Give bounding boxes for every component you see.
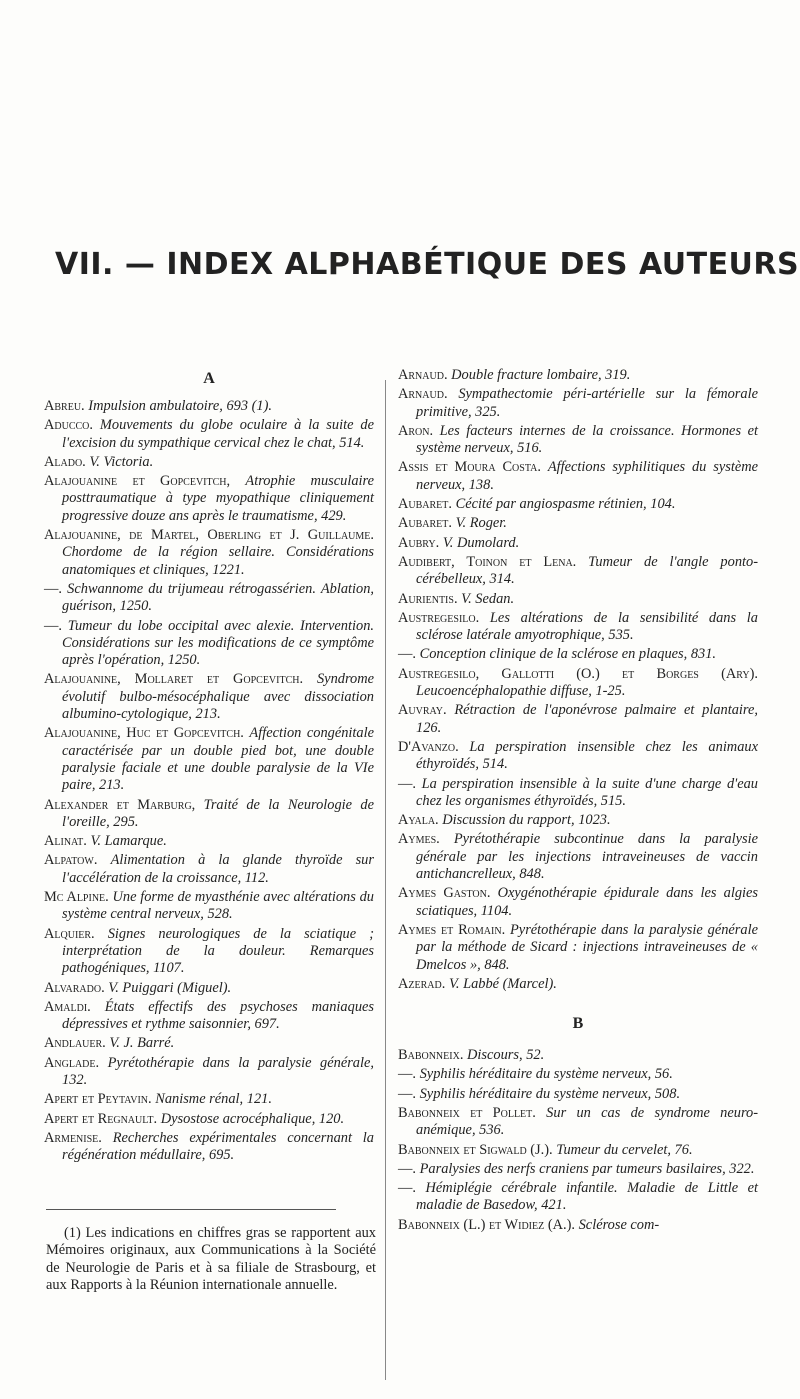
entry-author: Apert et Regnault. <box>44 1110 158 1127</box>
entry-author: Abreu. <box>44 398 85 414</box>
index-entry <box>44 833 374 850</box>
entry-author: Alpatow. <box>44 852 98 869</box>
entry-author: Alajouanine, Huc et Gopcevitch. <box>44 725 244 742</box>
entry-text: Sur un cas de syndrome neuro-anémique, 536. <box>416 1104 759 1139</box>
entry-text: Tumeur de l'angle ponto-cérébelleux, 314. <box>416 553 758 588</box>
entry-author: Austregesilo, Gallotti (O.) et Borges (Ary). <box>398 665 758 682</box>
entry-text: La perspiration insensible chez les animaux éthyroïdés, 514. <box>416 738 758 773</box>
entry-text: Chordome de la région sellaire. Considérations anatomiques et cliniques, 1221. <box>62 544 374 578</box>
entry-author: Babonneix et Pollet. <box>398 1104 536 1121</box>
entry-text: Pyrétothérapie dans la paralysie générale, 132. <box>62 1054 374 1088</box>
entry-text: Alimentation à la glande thyroïde sur l'accélération de la croissance, 112. <box>62 852 374 886</box>
index-entry <box>398 535 758 552</box>
index-entry <box>44 889 374 924</box>
index-entry <box>398 739 758 774</box>
entry-text: Syphilis héréditaire du système nerveux, 56. <box>419 1066 673 1083</box>
index-entry <box>398 1086 758 1103</box>
entry-author: Austregesilo. <box>398 609 480 626</box>
index-entry <box>44 1035 374 1052</box>
index-entry <box>398 423 758 458</box>
entry-author: Aurientis. <box>398 590 458 607</box>
entry-author: Babonneix (L.) et Widiez (A.). <box>398 1216 575 1233</box>
index-entry <box>44 473 374 525</box>
entry-text: Recherches expérimentales concernant la régénération médullaire, 695. <box>62 1129 374 1164</box>
entry-text: Les altérations de la sensibilité dans la sclérose latérale amyotrophique, 535. <box>416 609 758 644</box>
entry-text: V. Dumolard. <box>442 534 520 551</box>
entry-text: Rétraction de l'aponévrose palmaire et plantaire, 126. <box>416 702 758 736</box>
entry-text: Traité de la Neurologie de l'oreille, 295. <box>62 796 374 830</box>
entry-author: Aron. <box>398 422 434 439</box>
entry-text: V. Roger. <box>455 515 507 532</box>
entry-text: Cécité par angiospasme rétinien, 104. <box>455 496 676 513</box>
entry-text: Affections syphilitiques du système nerveux, 138. <box>416 459 759 493</box>
index-entry <box>44 1091 374 1108</box>
index-entry <box>398 1105 758 1140</box>
entry-list-b <box>398 1047 758 1234</box>
entry-text: États effectifs des psychoses maniaques dépressives et rythme saisonnier, 697. <box>62 998 374 1033</box>
index-entry <box>398 459 758 494</box>
index-entry <box>398 367 758 384</box>
index-entry <box>398 1180 758 1215</box>
entry-text: V. Sedan. <box>461 590 515 607</box>
entry-list-a-right <box>398 367 758 993</box>
index-entry <box>44 454 374 471</box>
index-entry <box>398 591 758 608</box>
index-entry <box>398 922 758 974</box>
entry-text: Hémiplégie cérébrale infantile. Maladie de Little et maladie de Basedow, 421. <box>416 1180 758 1214</box>
entry-text: Discours, 52. <box>467 1047 545 1064</box>
entry-author: Aubaret. <box>398 496 452 513</box>
index-entry <box>398 831 758 883</box>
footnote-rule <box>46 1209 336 1210</box>
right-column <box>398 367 758 1236</box>
entry-author: Babonneix et Sigwald (J.). <box>398 1141 553 1158</box>
entry-text: Atrophie musculaire posttraumatique à type myopathique cliniquement progressive douze ans après le traumatisme, 429. <box>62 473 374 524</box>
index-entry <box>398 1047 758 1064</box>
index-entry <box>44 725 374 794</box>
entry-text: Sclérose com- <box>578 1216 660 1233</box>
index-entry <box>44 581 374 616</box>
entry-author: —. <box>398 646 416 663</box>
entry-author: Arnaud. <box>398 367 448 383</box>
entry-text: Tumeur du cervelet, 76. <box>556 1141 693 1158</box>
entry-text: V. Lamarque. <box>90 833 167 850</box>
entry-author: —. <box>44 617 62 634</box>
entry-text: Impulsion ambulatoire, 693 (1). <box>88 398 273 414</box>
index-entry <box>44 980 374 997</box>
entry-author: —. <box>398 1180 416 1197</box>
entry-author: Ayala. <box>398 812 439 829</box>
footnote: (1) Les indications en chiffres gras se rapportent aux Mémoires originaux, aux Communications à la Société de Neurologie de Paris et à sa filiale de Strasbourg, et aux Rapports à la Réunion internationale annuelle. <box>46 1225 376 1293</box>
entry-author: Aubry. <box>398 534 440 551</box>
entry-text: Signes neurologiques de la sciatique ; interprétation de la douleur. Remarques pathogéniques, 1107. <box>62 925 374 977</box>
page-title: VII. — INDEX ALPHABÉTIQUE DES AUTEURS <box>55 247 800 282</box>
index-entry <box>44 797 374 832</box>
index-entry <box>398 496 758 513</box>
index-entry <box>44 671 374 723</box>
entry-text: Schwannome du trijumeau rétrogassérien. Ablation, guérison, 1250. <box>62 580 374 615</box>
entry-text: Pyrétothérapie subcontinue dans la paralysie générale par les injections intraveineuses de vaccin antichancrelleux, 848. <box>416 831 758 883</box>
entry-list-a-left <box>44 398 374 1164</box>
entry-author: Auvray. <box>398 702 447 719</box>
entry-author: —. <box>398 1085 416 1102</box>
entry-text: Syphilis héréditaire du système nerveux, 508. <box>419 1085 681 1102</box>
section-letter-a: A <box>203 370 215 387</box>
entry-author: Andlauer. <box>44 1035 106 1052</box>
entry-text: Nanisme rénal, 121. <box>155 1091 272 1108</box>
index-entry <box>44 1055 374 1090</box>
index-entry <box>44 1111 374 1128</box>
entry-text: Les facteurs internes de la croissance. Hormones et système nerveux, 516. <box>416 422 758 457</box>
entry-author: Aymes Gaston. <box>398 885 491 902</box>
entry-author: Alajouanine, Mollaret et Gopcevitch. <box>44 671 304 688</box>
entry-author: Alajouanine, de Martel, Oberling et J. Guillaume. <box>44 527 374 544</box>
entry-author: Aubaret. <box>398 515 452 532</box>
index-entry <box>44 398 374 415</box>
entry-text: Une forme de myasthénie avec altérations du système central nerveux, 528. <box>62 889 374 923</box>
entry-author: Alquier. <box>44 925 95 942</box>
entry-author: Azerad. <box>398 975 446 992</box>
index-entry <box>398 386 758 421</box>
index-entry <box>44 999 374 1034</box>
entry-text: Double fracture lombaire, 319. <box>451 367 631 383</box>
entry-text: Paralysies des nerfs craniens par tumeurs basilaires, 322. <box>419 1160 755 1177</box>
entry-text: Leucoencéphalopathie diffuse, 1-25. <box>416 683 626 700</box>
index-entry <box>398 1066 758 1083</box>
entry-author: Alvarado. <box>44 979 105 996</box>
entry-text: V. Labbé (Marcel). <box>448 975 557 992</box>
index-entry <box>398 666 758 701</box>
index-entry <box>44 852 374 887</box>
entry-text: V. Puiggari (Miguel). <box>108 979 232 996</box>
entry-author: Alinat. <box>44 833 87 850</box>
entry-author: Amaldi. <box>44 998 91 1015</box>
entry-author: Armenise. <box>44 1129 102 1146</box>
entry-text: Pyrétothérapie dans la paralysie générale par la méthode de Sicard : injections intraveineuses de « Dmelcos », 848. <box>416 921 758 973</box>
entry-text: V. J. Barré. <box>109 1035 175 1052</box>
entry-author: Alado. <box>44 453 86 470</box>
entry-author: D'Avanzo. <box>398 738 459 755</box>
entry-text: Discussion du rapport, 1023. <box>442 812 611 829</box>
index-entry <box>398 1217 758 1234</box>
entry-author: Aducco. <box>44 417 93 434</box>
entry-author: —. <box>44 580 62 597</box>
section-letter-b: B <box>572 1015 584 1033</box>
entry-text: V. Victoria. <box>89 453 154 470</box>
entry-text: Syndrome évolutif bulbo-mésocéphalique avec dissociation albumino-cytologique, 213. <box>62 671 374 723</box>
entry-author: Alajouanine et Gopcevitch, <box>44 473 231 490</box>
entry-text: Conception clinique de la sclérose en plaques, 831. <box>419 646 717 663</box>
entry-author: Aymes et Romain. <box>398 921 506 938</box>
index-entry <box>398 776 758 811</box>
index-entry <box>398 646 758 663</box>
entry-author: —. <box>398 1160 416 1177</box>
column-divider <box>385 380 386 1380</box>
index-entry <box>398 702 758 737</box>
entry-text: Sympathectomie péri-artérielle sur la fémorale primitive, 325. <box>416 386 758 420</box>
index-entry <box>398 1161 758 1178</box>
entry-author: —. <box>398 1066 416 1083</box>
entry-author: —. <box>398 775 416 792</box>
index-entry <box>398 554 758 589</box>
entry-author: Anglade. <box>44 1054 100 1071</box>
index-entry <box>398 1142 758 1159</box>
index-entry <box>44 1130 374 1165</box>
index-entry <box>44 527 374 579</box>
index-entry <box>398 610 758 645</box>
index-entry <box>44 417 374 452</box>
index-entry <box>44 618 374 670</box>
entry-author: Apert et Peytavin. <box>44 1091 152 1108</box>
entry-author: Babonneix. <box>398 1047 464 1064</box>
index-entry <box>398 885 758 920</box>
entry-author: Aymes. <box>398 831 440 848</box>
index-entry <box>44 926 374 978</box>
entry-text: Dysostose acrocéphalique, 120. <box>160 1110 345 1127</box>
entry-text: Oxygénothérapie épidurale dans les algies sciatiques, 1104. <box>416 885 758 919</box>
left-column <box>44 370 374 1166</box>
entry-text: Mouvements du globe oculaire à la suite de l'excision du sympathique cervical chez le chat, 514. <box>62 417 374 451</box>
entry-author: Assis et Moura Costa. <box>398 459 541 476</box>
entry-author: Alexander et Marburg, <box>44 796 196 813</box>
entry-author: Mc Alpine. <box>44 889 109 906</box>
entry-author: Arnaud. <box>398 386 448 403</box>
entry-text: Tumeur du lobe occipital avec alexie. Intervention. Considérations sur les modifications de ce symptôme après l'opération, 1250. <box>62 617 374 669</box>
entry-text: La perspiration insensible à la suite d'une charge d'eau chez les organismes éthyroïdés, 515. <box>416 775 758 809</box>
index-entry <box>398 976 758 993</box>
entry-author: Audibert, Toinon et Lena. <box>398 553 577 570</box>
index-entry <box>398 812 758 829</box>
entry-text: Affection congénitale caractérisée par un double pied bot, une double paralysie faciale et une double paralysie de la VIe paire, 213. <box>62 725 374 794</box>
index-entry <box>398 515 758 532</box>
